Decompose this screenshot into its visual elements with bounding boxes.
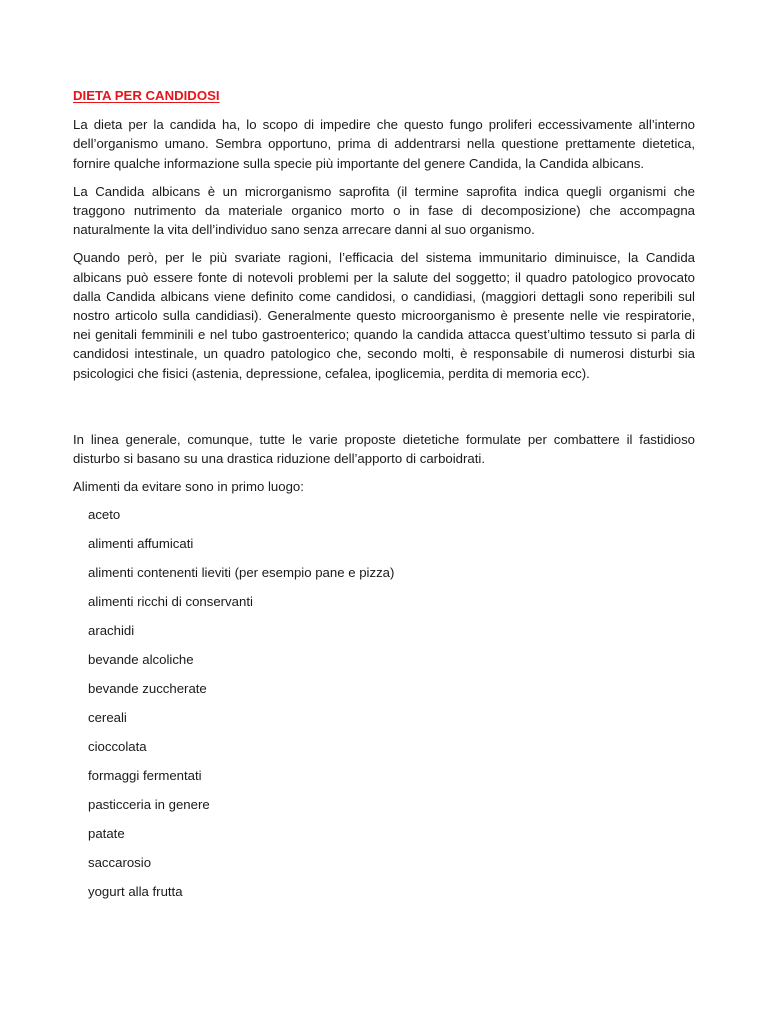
paragraph-diet-general: In linea generale, comunque, tutte le varie proposte dietetiche formulate per combattere il fastidioso disturbo si basano su una drastica riduzione dell’apporto di carboidrati. — [73, 431, 695, 467]
list-item: alimenti affumicati — [88, 536, 194, 552]
document-title: DIETA PER CANDIDOSI — [73, 88, 220, 103]
list-item: cioccolata — [88, 739, 147, 755]
paragraph-immune-system: Quando però, per le più svariate ragioni, l’efficacia del sistema immunitario diminuisce, la Candida albicans può essere fonte di notevoli problemi per la salute del soggetto; il quadro patologico provocato dalla Candida albicans viene definito come candidosi, o candidiasi, (maggiori dettagli sono reperibili sul nostro articolo sulla candidiasi). Generalmente questo microorganismo è presente nelle vie respiratorie, nei genitali femminili e nel tubo gastroenterico; quando la candida attacca quest’ultimo tessuto si parla di candidosi intestinale, un quadro patologico che, secondo molti, è responsabile di numerosi disturbi sia psicologici che fisici (astenia, depressione, cefalea, ipoglicemia, perdita di memoria ecc). — [73, 250, 695, 381]
paragraph-candida-albicans: La Candida albicans è un microrganismo saprofita (il termine saprofita indica quegli organismi che traggono nutrimento da materiale organico morto o in fase di decomposizione) che accompagna naturalmente la vita dell’individuo sano senza arrecare danni al suo organismo. — [73, 183, 695, 238]
list-item: pasticceria in genere — [88, 797, 210, 813]
list-item: formaggi fermentati — [88, 768, 202, 784]
list-item: aceto — [88, 507, 121, 523]
list-item: saccarosio — [88, 855, 152, 871]
document-content — [73, 86, 695, 911]
foods-list-intro: Alimenti da evitare sono in primo luogo: — [73, 479, 304, 495]
paragraph-spacer — [73, 392, 695, 430]
list-item: cereali — [88, 710, 127, 726]
list-item: bevande alcoliche — [88, 652, 194, 668]
list-item: patate — [88, 826, 125, 842]
foods-to-avoid-list — [73, 505, 695, 911]
list-item: alimenti contenenti lieviti (per esempio pane e pizza) — [88, 565, 395, 581]
list-item: arachidi — [88, 623, 135, 639]
paragraph-intro: La dieta per la candida ha, lo scopo di impedire che questo fungo proliferi eccessivamente all’interno dell’organismo umano. Sembra opportuno, prima di addentrarsi nella questione prettamente dietetica, fornire qualche informazione sulla specie più importante del genere Candida, la Candida albicans. — [73, 117, 695, 171]
list-item: bevande zuccherate — [88, 681, 207, 697]
list-item: yogurt alla frutta — [88, 884, 183, 900]
list-item: alimenti ricchi di conservanti — [88, 594, 253, 610]
